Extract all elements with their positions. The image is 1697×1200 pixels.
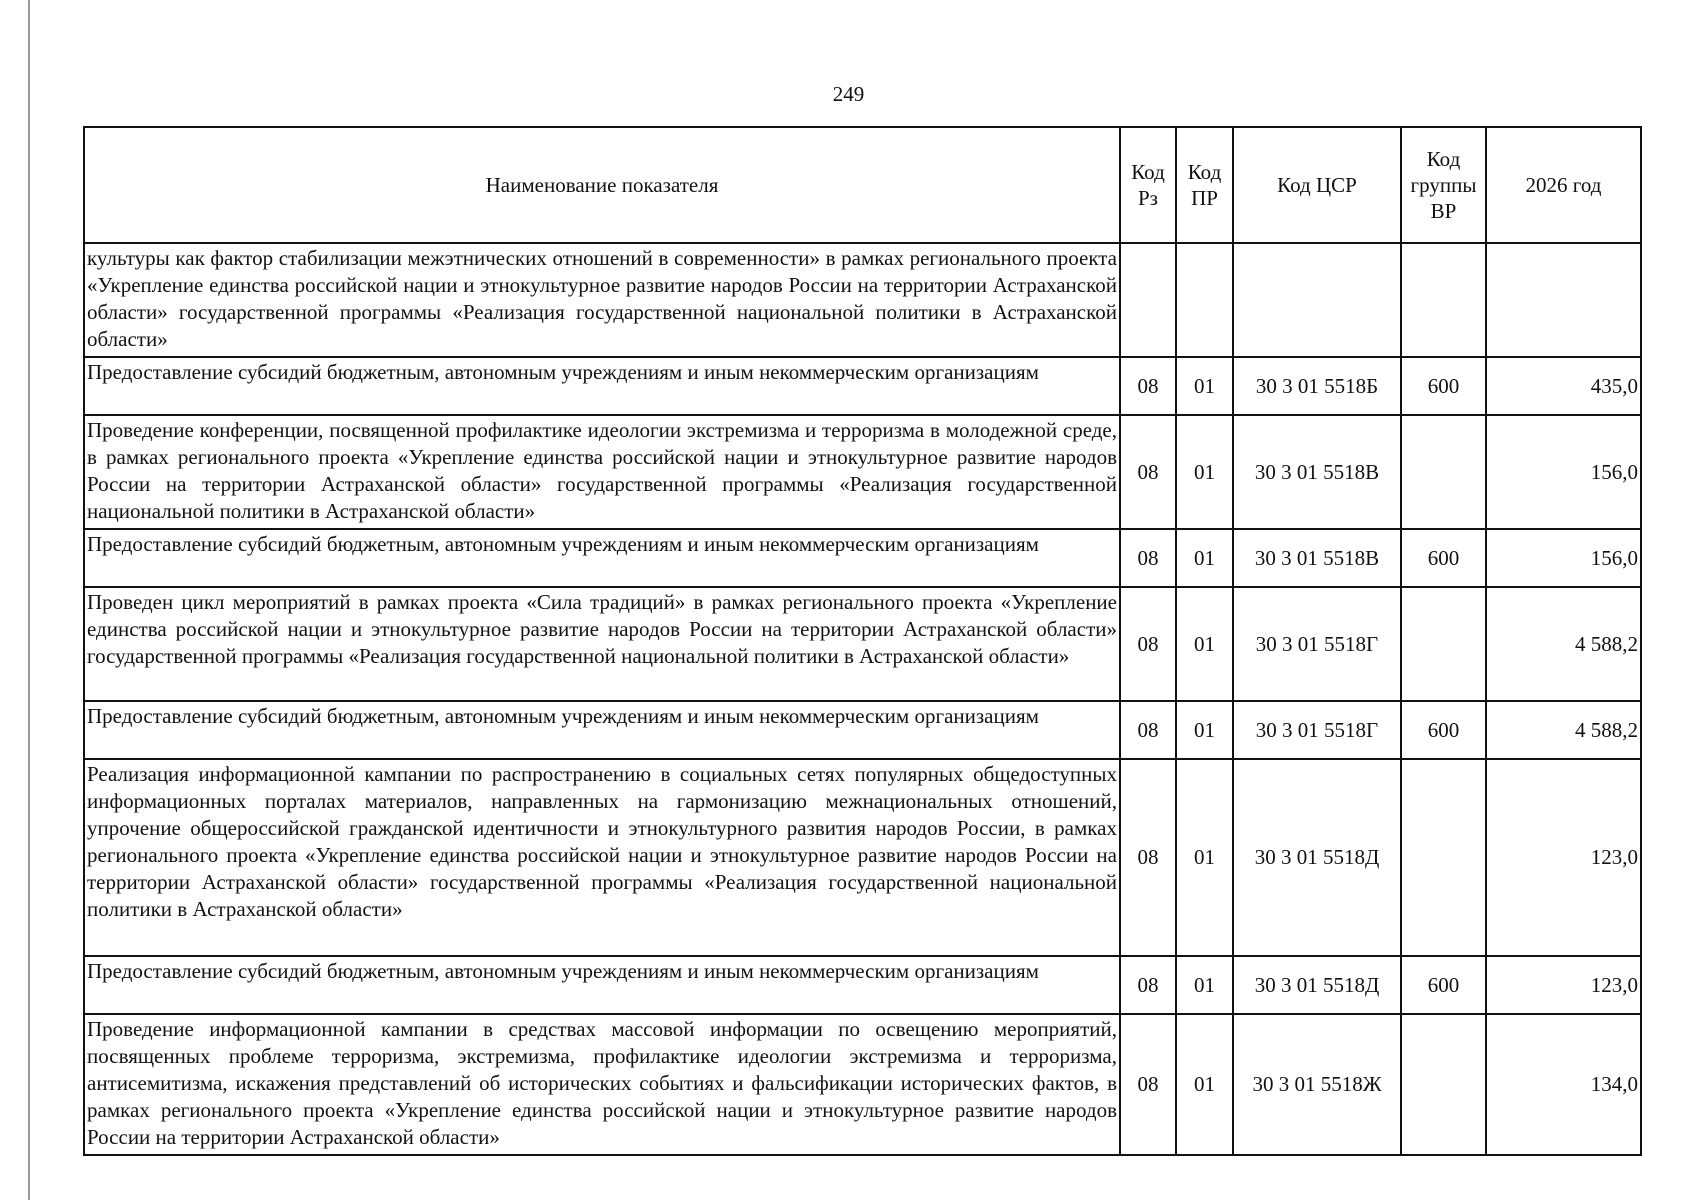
row-amount: 435,0	[1486, 357, 1641, 415]
row-pr: 01	[1176, 759, 1233, 956]
header-rz: Код Рз	[1120, 127, 1176, 243]
budget-table	[83, 126, 1642, 1156]
row-amount: 4 588,2	[1486, 587, 1641, 701]
row-amount: 123,0	[1486, 759, 1641, 956]
row-name: Предоставление субсидий бюджетным, автономным учреждениям и иным некоммерческим организациям	[84, 357, 1120, 415]
row-vr	[1401, 587, 1486, 701]
row-csr: 30 3 01 5518Д	[1233, 759, 1401, 956]
row-name: Предоставление субсидий бюджетным, автономным учреждениям и иным некоммерческим организациям	[84, 956, 1120, 1014]
table-row	[84, 243, 1641, 357]
row-rz: 08	[1120, 759, 1176, 956]
row-csr: 30 3 01 5518В	[1233, 415, 1401, 529]
row-pr: 01	[1176, 956, 1233, 1014]
row-name: культуры как фактор стабилизации межэтнических отношений в современности» в рамках регионального проекта «Укрепление единства российской нации и этнокультурное развитие народов России на территории Астраханской области» государственной программы «Реализация государственной национальной политики в Астраханской области»	[84, 243, 1120, 357]
row-vr: 600	[1401, 357, 1486, 415]
header-csr: Код ЦСР	[1233, 127, 1401, 243]
table-row	[84, 415, 1641, 529]
row-name: Предоставление субсидий бюджетным, автономным учреждениям и иным некоммерческим организациям	[84, 529, 1120, 587]
row-csr: 30 3 01 5518Г	[1233, 587, 1401, 701]
table-row	[84, 956, 1641, 1014]
row-vr	[1401, 1014, 1486, 1155]
row-pr: 01	[1176, 415, 1233, 529]
row-rz: 08	[1120, 1014, 1176, 1155]
table-row	[84, 587, 1641, 701]
row-rz: 08	[1120, 956, 1176, 1014]
row-vr: 600	[1401, 956, 1486, 1014]
page-number: 249	[832, 82, 865, 106]
row-vr	[1401, 415, 1486, 529]
table-row	[84, 357, 1641, 415]
row-csr: 30 3 01 5518Б	[1233, 357, 1401, 415]
row-pr: 01	[1176, 357, 1233, 415]
row-vr	[1401, 243, 1486, 357]
row-pr	[1176, 243, 1233, 357]
row-amount	[1486, 243, 1641, 357]
row-name: Проведен цикл мероприятий в рамках проекта «Сила традиций» в рамках регионального проекта «Укрепление единства российской нации и этнокультурное развитие народов России на территории Астраханской области» государственной программы «Реализация государственной национальной политики в Астраханской области»	[84, 587, 1120, 701]
row-csr: 30 3 01 5518Г	[1233, 701, 1401, 759]
row-name: Предоставление субсидий бюджетным, автономным учреждениям и иным некоммерческим организациям	[84, 701, 1120, 759]
table-row	[84, 529, 1641, 587]
row-rz: 08	[1120, 357, 1176, 415]
table-row	[84, 701, 1641, 759]
row-csr: 30 3 01 5518Д	[1233, 956, 1401, 1014]
row-csr: 30 3 01 5518Ж	[1233, 1014, 1401, 1155]
header-vr: Код группы ВР	[1401, 127, 1486, 243]
table-row	[84, 1014, 1641, 1155]
header-name: Наименование показателя	[84, 127, 1120, 243]
row-rz: 08	[1120, 415, 1176, 529]
row-pr: 01	[1176, 1014, 1233, 1155]
row-name: Проведение информационной кампании в средствах массовой информации по освещению мероприятий, посвященных проблеме терроризма, экстремизма, профилактике идеологии экстремизма и терроризма, антисемитизма, искажения представлений об исторических событиях и фальсификации исторических фактов, в рамках регионального проекта «Укрепление единства российской нации и этнокультурное развитие народов России на территории Астраханской области»	[84, 1014, 1120, 1155]
row-pr: 01	[1176, 701, 1233, 759]
row-name: Реализация информационной кампании по распространению в социальных сетях популярных общедоступных информационных порталах материалов, направленных на гармонизацию межнациональных отношений, упрочение общероссийской гражданской идентичности и этнокультурного развития народов России, в рамках регионального проекта «Укрепление единства российской нации и этнокультурное развитие народов России на территории Астраханской области» государственной программы «Реализация государственной национальной политики в Астраханской области»	[84, 759, 1120, 956]
row-amount: 4 588,2	[1486, 701, 1641, 759]
row-rz: 08	[1120, 587, 1176, 701]
row-vr: 600	[1401, 701, 1486, 759]
row-csr: 30 3 01 5518В	[1233, 529, 1401, 587]
row-amount: 123,0	[1486, 956, 1641, 1014]
row-rz: 08	[1120, 529, 1176, 587]
header-pr: Код ПР	[1176, 127, 1233, 243]
table-row	[84, 759, 1641, 956]
row-rz	[1120, 243, 1176, 357]
header-year: 2026 год	[1486, 127, 1641, 243]
row-amount: 156,0	[1486, 529, 1641, 587]
row-amount: 134,0	[1486, 1014, 1641, 1155]
table-header-row	[84, 127, 1641, 243]
row-rz: 08	[1120, 701, 1176, 759]
row-vr: 600	[1401, 529, 1486, 587]
row-csr	[1233, 243, 1401, 357]
row-pr: 01	[1176, 529, 1233, 587]
row-pr: 01	[1176, 587, 1233, 701]
row-name: Проведение конференции, посвященной профилактике идеологии экстремизма и терроризма в молодежной среде, в рамках регионального проекта «Укрепление единства российской нации и этнокультурное развитие народов России на территории Астраханской области» государственной программы «Реализация государственной национальной политики в Астраханской области»	[84, 415, 1120, 529]
row-vr	[1401, 759, 1486, 956]
page-binding-line	[28, 0, 30, 1200]
row-amount: 156,0	[1486, 415, 1641, 529]
